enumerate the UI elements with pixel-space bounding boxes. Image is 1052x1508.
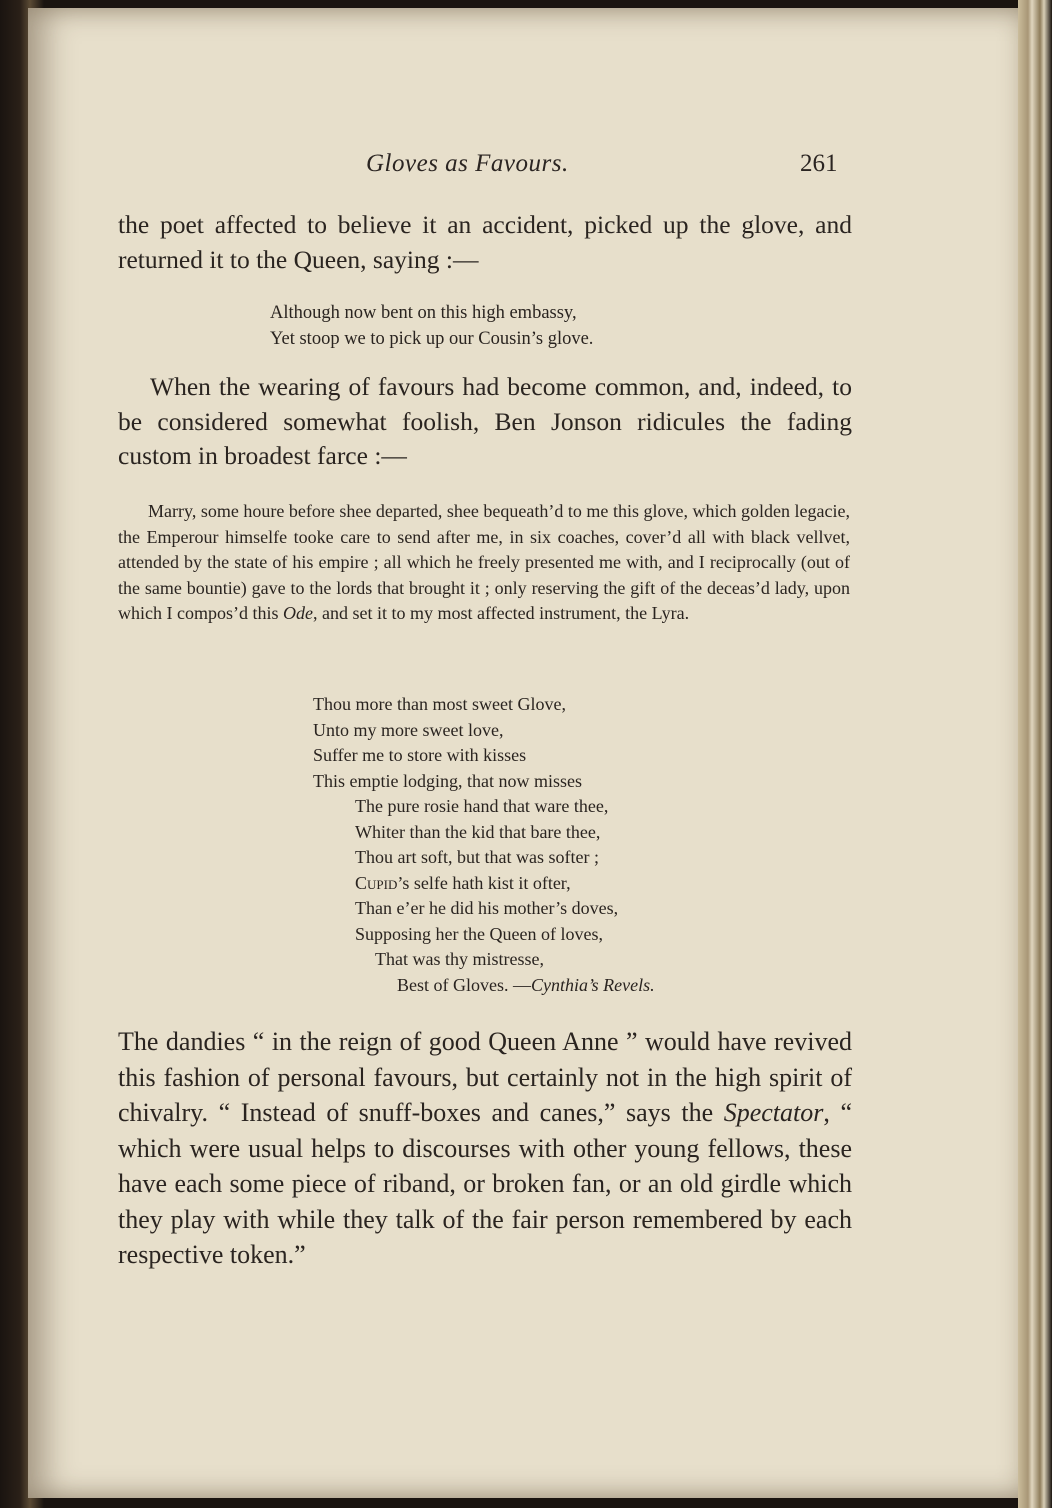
- poem-line: Thou more than most sweet Glove,: [313, 694, 566, 714]
- paragraph-1: the poet affected to believe it an accident, picked up the glove, and returned it to the Queen, saying :—: [118, 210, 852, 274]
- poem-line-text: Best of Gloves. —: [397, 974, 531, 995]
- quote-couplet: [270, 300, 593, 352]
- poem-cupid: Cupid: [355, 872, 398, 893]
- quote-line: Yet stoop we to pick up our Cousin’s glove.: [270, 329, 594, 349]
- extract-text-end: , and set it to my most affected instrument, the Lyra.: [312, 603, 690, 623]
- page-number: 261: [800, 150, 838, 177]
- spectator-title: Spectator: [723, 1098, 824, 1127]
- running-head: Gloves as Favours.: [366, 150, 569, 177]
- poem-line-text: ’s selfe hath kist it ofter,: [397, 872, 571, 893]
- extract-text: Marry, some houre before shee departed, shee bequeath’d to me this glove, which golden legacie, the Emperour himselfe tooke care to send after me, in six coaches, cover’d all with black vellvet, attended by the state of his empire ; all which he freely presented me with, and I reciprocally (out of the same bountie) gave to the lords that brought it ; only reserving the gift of the deceas’d lady, upon which I compos’d this: [118, 501, 850, 623]
- paragraph-3: [118, 1024, 852, 1273]
- poem-line: [313, 871, 655, 897]
- poem-line: That was thy mistresse,: [375, 949, 544, 969]
- glove-poem: [313, 692, 655, 998]
- poem-line: Supposing her the Queen of loves,: [355, 923, 603, 944]
- paragraph-3-text: The dandies “ in the reign of good Queen Anne ” would have revived this fashion of personal favours, but certainly not in the high spirit of chivalry. “ Instead of snuff-boxes and canes,” says the: [118, 1027, 852, 1127]
- poem-line: Whiter than the kid that bare thee,: [355, 821, 601, 842]
- extract-ode: Ode: [282, 603, 313, 623]
- jonson-extract: [118, 499, 850, 627]
- paragraph-2: When the wearing of favours had become common, and, indeed, to be considered somewhat foolish, Ben Jonson ridicules the fading custom in broadest farce :—: [118, 372, 852, 470]
- poem-line: The pure rosie hand that ware thee,: [355, 796, 609, 816]
- poem-line: Than e’er he did his mother’s doves,: [355, 898, 619, 918]
- poem-line: Unto my more sweet love,: [313, 719, 504, 740]
- paragraph-3-text-end: , “ which were usual helps to discourses with other young fellows, these have each some piece of riband, or broken fan, or an old girdle which they play with while they talk of the fair person remembered by each respective token.”: [118, 1098, 852, 1269]
- quote-line: Although now bent on this high embassy,: [270, 303, 577, 323]
- poem-line: [313, 973, 655, 999]
- poem-line: Suffer me to store with kisses: [313, 745, 527, 765]
- poem-line: Thou art soft, but that was softer ;: [355, 847, 599, 867]
- poem-line: This emptie lodging, that now misses: [313, 770, 582, 791]
- page-edges: [1018, 0, 1052, 1508]
- poem-source: Cynthia’s Revels.: [531, 974, 655, 995]
